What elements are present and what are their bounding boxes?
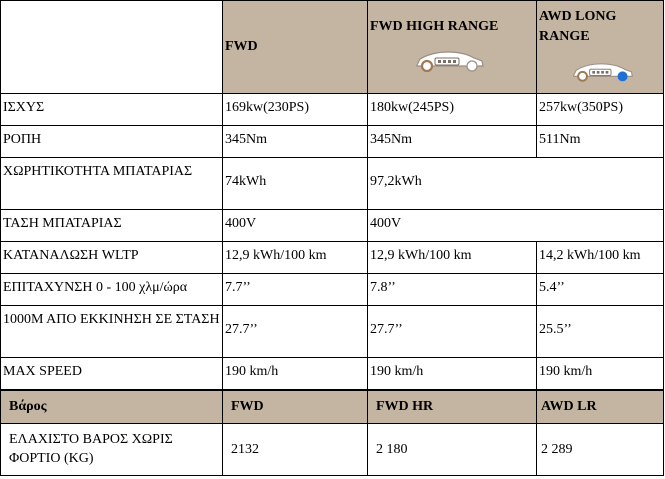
row-power (1, 94, 664, 126)
row-1000m-label: 1000Μ ΑΠΟ ΕΚΚΙΝΗΣΗ ΣΕ ΣΤΑΣΗ (1, 306, 223, 358)
row-1000m (1, 306, 664, 358)
weight-header-row (1, 390, 664, 424)
row-battery-voltage-label: ΤΑΣΗ ΜΠΑΤΑΡΙΑΣ (1, 210, 223, 242)
row-torque-awd-lr: 511Nm (537, 126, 664, 158)
row-consumption-label: ΚΑΤΑΝΑΛΩΣΗ WLTP (1, 242, 223, 274)
row-torque-fwd: 345Nm (223, 126, 368, 158)
header-cell-fwd-high-range (368, 1, 537, 94)
weight-header-fwd-hr: FWD HR (368, 390, 537, 424)
header-cell-fwd (223, 1, 368, 94)
row-battery-voltage-fwd: 400V (223, 210, 368, 242)
row-1000m-awd-lr: 25.5’’ (537, 306, 664, 358)
row-battery-capacity-label: ΧΩΡΗΤΙΚΟΤΗΤΑ ΜΠΑΤΑΡΙΑΣ (1, 158, 223, 210)
weight-header-awd-lr: AWD LR (537, 390, 664, 424)
weight-row (1, 424, 664, 476)
row-torque-label: ΡΟΠΗ (1, 126, 223, 158)
car-rwd-icon (414, 47, 486, 73)
header-cell-awd-long-range (537, 1, 664, 94)
row-acceleration-fwd-hr: 7.8’’ (368, 274, 537, 306)
row-power-label: ΙΣΧΥΣ (1, 94, 223, 126)
row-max-speed-awd-lr: 190 km/h (537, 358, 664, 390)
row-acceleration (1, 274, 664, 306)
row-consumption-awd-lr: 14,2 kWh/100 km (537, 242, 664, 274)
weight-row-fwd: 2132 (223, 424, 368, 476)
row-1000m-fwd: 27.7’’ (223, 306, 368, 358)
row-torque (1, 126, 664, 158)
header-awd-long-range-label: AWD LONG RANGE (539, 9, 617, 44)
row-max-speed-fwd-hr: 190 km/h (368, 358, 537, 390)
row-max-speed-label: MAX SPEED (1, 358, 223, 390)
weight-title: Βάρος (1, 390, 223, 424)
row-max-speed (1, 358, 664, 390)
header-empty-cell (1, 1, 223, 94)
weight-row-awd-lr: 2 289 (537, 424, 664, 476)
row-power-fwd: 169kw(230PS) (223, 94, 368, 126)
header-fwd-label: FWD (225, 39, 258, 54)
row-battery-capacity-hr-lr: 97,2kWh (368, 158, 664, 210)
row-acceleration-label: ΕΠΙΤΑΧΥΝΣΗ 0 - 100 χλμ/ώρα (1, 274, 223, 306)
row-battery-voltage-hr-lr: 400V (368, 210, 664, 242)
header-fwd-high-range-label: FWD HIGH RANGE (370, 19, 499, 34)
row-consumption-fwd: 12,9 kWh/100 km (223, 242, 368, 274)
car-awd-icon (571, 59, 635, 83)
row-acceleration-awd-lr: 5.4’’ (537, 274, 664, 306)
row-power-awd-lr: 257kw(350PS) (537, 94, 664, 126)
weight-row-label: ΕΛΑΧΙΣΤΟ ΒΑΡΟΣ ΧΩΡΙΣ ΦΟΡΤΙΟ (KG) (1, 424, 223, 476)
row-battery-voltage (1, 210, 664, 242)
row-max-speed-fwd: 190 km/h (223, 358, 368, 390)
row-acceleration-fwd: 7.7’’ (223, 274, 368, 306)
header-row (1, 1, 664, 94)
row-torque-fwd-hr: 345Nm (368, 126, 537, 158)
weight-header-fwd: FWD (223, 390, 368, 424)
row-consumption-fwd-hr: 12,9 kWh/100 km (368, 242, 537, 274)
row-1000m-fwd-hr: 27.7’’ (368, 306, 537, 358)
row-consumption (1, 242, 664, 274)
row-battery-capacity (1, 158, 664, 210)
weight-row-fwd-hr: 2 180 (368, 424, 537, 476)
row-battery-capacity-fwd: 74kWh (223, 158, 368, 210)
row-power-fwd-hr: 180kw(245PS) (368, 94, 537, 126)
